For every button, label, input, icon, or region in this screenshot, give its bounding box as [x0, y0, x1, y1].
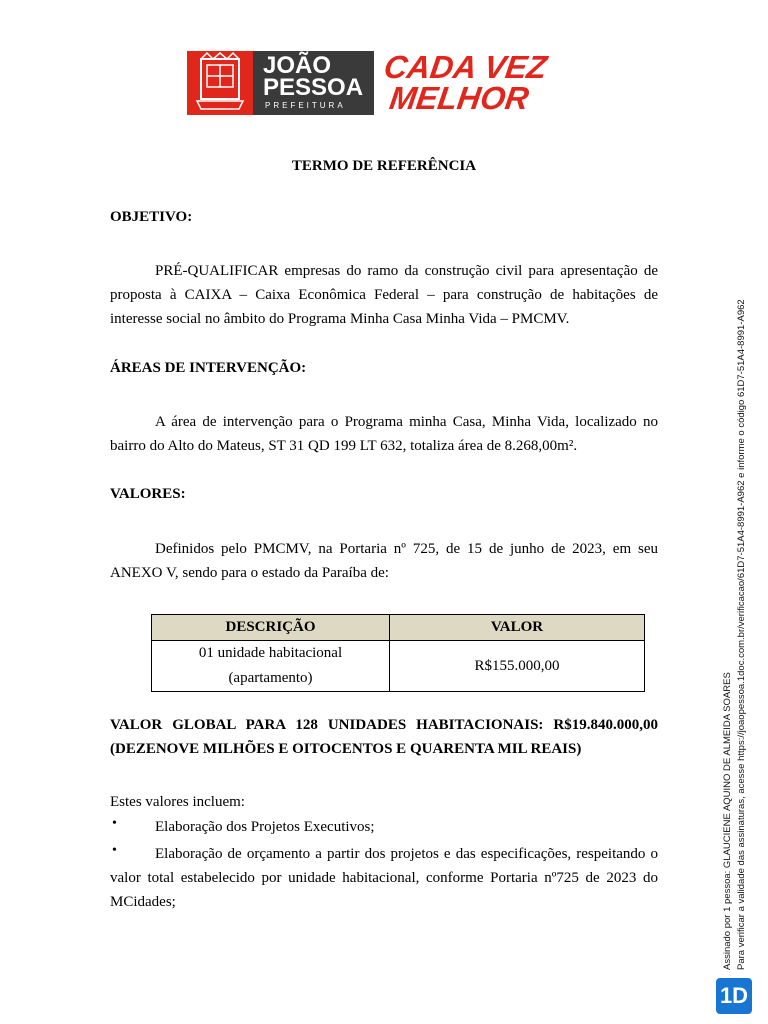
bullet-item-1: Elaboração dos Projetos Executivos; [155, 819, 375, 835]
table-cell-valor: R$155.000,00 [390, 641, 645, 692]
table-cell-descricao [152, 641, 390, 692]
bullet-item-2: Elaboração de orçamento a partir dos projetos e das especificações, respeitando o valor total estabelecido por unidade habitacional, conforme Portaria nº725 de 2023 do MCidades; [110, 846, 658, 910]
objetivo-text: PRÉ-QUALIFICAR empresas do ramo da construção civil para apresentação de proposta à CAIXA – Caixa Econômica Federal – para construção de habitações de interesse social no âmbito do Programa Minha Casa Minha Vida – PMCMV. [110, 263, 658, 327]
global-value-statement: VALOR GLOBAL PARA 128 UNIDADES HABITACIONAIS: R$19.840.000,00 (DEZENOVE MILHÕES E OITOCENTOS E QUARENTA MIL REAIS) [110, 717, 658, 757]
logo-line-1: JOÃO [263, 52, 332, 79]
areas-text: A área de intervenção para o Programa minha Casa, Minha Vida, localizado no bairro do Alto do Mateus, ST 31 QD 199 LT 632, totaliza área de 8.268,00m². [110, 414, 658, 454]
areas-heading: ÁREAS DE INTERVENÇÃO: [110, 360, 307, 376]
values-table [151, 614, 645, 692]
slogan-line-2: MELHOR [387, 80, 532, 116]
signature-verify-line: Para verificar a validade das assinaturas, acesse https://joaopessoa.1doc.com.br/verificacao/61D7-51A4-8991-A962 e informe o código 61D7-51A4-8991-A962 [736, 299, 747, 970]
table-header-descricao: DESCRIÇÃO [152, 615, 390, 641]
table-header-valor: VALOR [390, 615, 645, 641]
valores-text: Definidos pelo PMCMV, na Portaria nº 725, de 15 de junho de 2023, em seu ANEXO V, sendo para o estado da Paraíba de: [110, 541, 658, 581]
logo-line-3: PREFEITURA [265, 101, 346, 110]
bullet-icon: • [112, 816, 117, 831]
table-header-row [152, 615, 645, 641]
objetivo-heading: OBJETIVO: [110, 209, 193, 225]
crest-icon [187, 51, 253, 115]
1doc-logo-icon: 1D [716, 978, 752, 1014]
descricao-line-1: 01 unidade habitacional [198, 645, 343, 661]
slogan-line-1: CADA VEZ [381, 49, 550, 85]
joao-pessoa-logo [253, 51, 374, 115]
signature-sidebar [705, 299, 765, 970]
table-row [152, 641, 645, 692]
signature-line-1: Assinado por 1 pessoa: GLAUCIENE AQUINO DE ALMEIDA SOARES [722, 672, 733, 970]
document-title: TERMO DE REFERÊNCIA [291, 158, 477, 174]
valores-heading: VALORES: [110, 486, 186, 502]
city-crest-logo [187, 51, 253, 115]
bullet-icon: • [112, 843, 117, 858]
slogan [378, 49, 550, 116]
logo-line-2: PESSOA [263, 74, 364, 101]
includes-intro: Estes valores incluem: [110, 794, 245, 810]
descricao-line-2: (apartamento) [228, 670, 313, 686]
